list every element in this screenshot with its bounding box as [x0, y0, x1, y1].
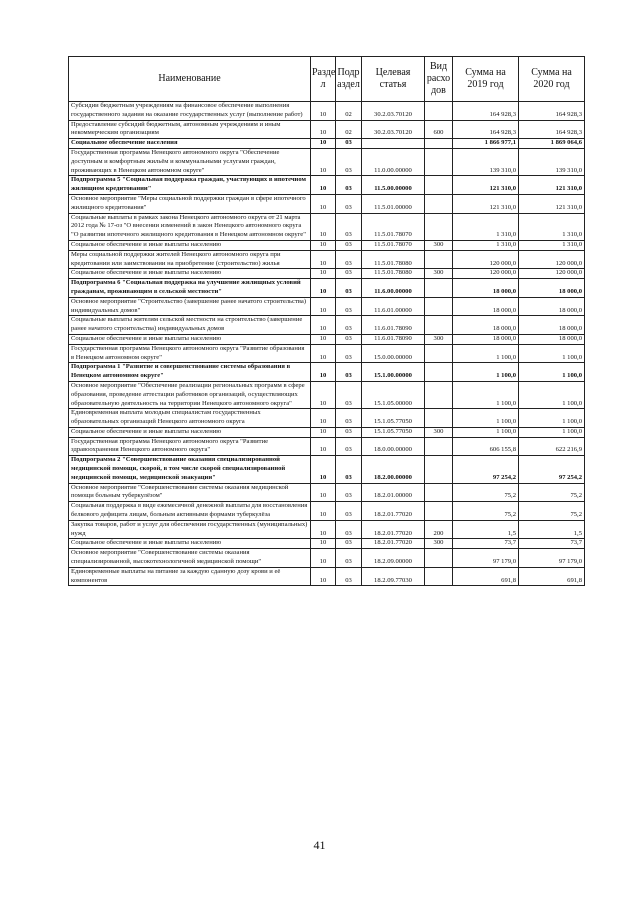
row-sum-2020: 1 100,0 — [519, 363, 585, 382]
row-podrazdel: 03 — [336, 502, 362, 521]
row-sum-2020: 1 100,0 — [519, 427, 585, 437]
row-vid — [425, 316, 453, 335]
row-sum-2020: 164 928,3 — [519, 102, 585, 121]
row-target: 18.2.01.00000 — [362, 483, 425, 502]
row-target: 11.6.01.78090 — [362, 316, 425, 335]
row-sum-2020: 1 100,0 — [519, 409, 585, 428]
row-sum-2019: 120 000,0 — [453, 269, 519, 279]
row-podrazdel: 03 — [336, 297, 362, 316]
row-razdel: 10 — [311, 381, 336, 408]
row-sum-2020: 1 100,0 — [519, 344, 585, 363]
row-name: Меры социальной поддержки жителей Ненецкого автономного округа при кредитовании или заимствовании на приобретение (строительство) жилья — [69, 250, 311, 269]
row-sum-2020: 18 000,0 — [519, 316, 585, 335]
row-name: Закупка товаров, работ и услуг для обеспечения государственных (муниципальных) нужд — [69, 520, 311, 539]
row-target — [362, 139, 425, 149]
row-podrazdel: 03 — [336, 427, 362, 437]
row-razdel: 10 — [311, 483, 336, 502]
row-target: 18.2.01.77020 — [362, 539, 425, 549]
row-sum-2019: 1,5 — [453, 520, 519, 539]
row-name: Основное мероприятие "Совершенствование системы оказания специализированной, высокотехнологичной медицинской помощи" — [69, 549, 311, 568]
row-sum-2020: 75,2 — [519, 483, 585, 502]
row-name: Социальное обеспечение и иные выплаты населению — [69, 334, 311, 344]
row-name: Социальное обеспечение и иные выплаты населению — [69, 269, 311, 279]
table-row — [69, 363, 585, 382]
row-podrazdel: 03 — [336, 316, 362, 335]
table-row — [69, 427, 585, 437]
row-target: 11.6.00.00000 — [362, 279, 425, 298]
row-razdel: 10 — [311, 549, 336, 568]
row-vid — [425, 297, 453, 316]
budget-table — [68, 56, 585, 586]
table-row — [69, 139, 585, 149]
row-podrazdel: 03 — [336, 213, 362, 240]
header-name: Наименование — [69, 57, 311, 102]
row-sum-2020: 97 254,2 — [519, 456, 585, 483]
row-target: 18.2.01.77020 — [362, 520, 425, 539]
row-sum-2020: 1 310,0 — [519, 213, 585, 240]
row-vid — [425, 102, 453, 121]
row-target: 15.1.05.77050 — [362, 409, 425, 428]
row-podrazdel: 03 — [336, 483, 362, 502]
row-sum-2019: 606 155,8 — [453, 437, 519, 456]
row-vid — [425, 437, 453, 456]
row-sum-2019: 164 928,3 — [453, 120, 519, 139]
table-row — [69, 502, 585, 521]
header-vid: Вид расхо дов — [425, 57, 453, 102]
row-name: Подпрограмма 2 "Совершенствование оказания специализированной медицинской помощи, скорой, в том числе скорой специализированной медицинской помощи, медицинской эвакуации" — [69, 456, 311, 483]
row-podrazdel: 03 — [336, 250, 362, 269]
row-razdel: 10 — [311, 120, 336, 139]
row-sum-2019: 1 310,0 — [453, 213, 519, 240]
row-name: Субсидии бюджетным учреждениям на финансовое обеспечение выполнения государственного задания на оказание государственных услуг (выполнение работ) — [69, 102, 311, 121]
table-row — [69, 381, 585, 408]
row-name: Социальные выплаты жителям сельской местности на строительство (завершение ранее начатого строительства) индивидуальных домов — [69, 316, 311, 335]
table-row — [69, 567, 585, 586]
row-razdel: 10 — [311, 334, 336, 344]
row-target: 11.5.01.78080 — [362, 269, 425, 279]
row-sum-2019: 120 000,0 — [453, 250, 519, 269]
row-sum-2019: 18 000,0 — [453, 279, 519, 298]
row-sum-2019: 18 000,0 — [453, 316, 519, 335]
row-sum-2020: 1 310,0 — [519, 240, 585, 250]
row-sum-2020: 18 000,0 — [519, 334, 585, 344]
row-razdel: 10 — [311, 148, 336, 175]
row-sum-2019: 1 866 977,1 — [453, 139, 519, 149]
row-name: Основное мероприятие "Совершенствование системы оказания медицинской помощи больным туберкулёзом" — [69, 483, 311, 502]
row-vid — [425, 483, 453, 502]
row-target: 11.6.01.00000 — [362, 297, 425, 316]
table-row — [69, 334, 585, 344]
row-sum-2019: 1 100,0 — [453, 409, 519, 428]
row-podrazdel: 03 — [336, 240, 362, 250]
row-podrazdel: 03 — [336, 176, 362, 195]
table-row — [69, 539, 585, 549]
row-sum-2020: 164 928,3 — [519, 120, 585, 139]
row-vid — [425, 194, 453, 213]
row-name: Подпрограмма 5 "Социальная поддержка граждан, участвующих в ипотечном жилищном кредитовании" — [69, 176, 311, 195]
row-target: 11.5.01.78070 — [362, 213, 425, 240]
row-vid: 300 — [425, 539, 453, 549]
row-podrazdel: 03 — [336, 539, 362, 549]
row-razdel: 10 — [311, 539, 336, 549]
row-target: 11.6.01.78090 — [362, 334, 425, 344]
row-target: 30.2.03.70120 — [362, 102, 425, 121]
table-header-row — [69, 57, 585, 102]
row-target: 11.5.01.78070 — [362, 240, 425, 250]
row-vid — [425, 148, 453, 175]
row-name: Социальное обеспечение и иные выплаты населению — [69, 240, 311, 250]
table-row — [69, 456, 585, 483]
row-name: Подпрограмма 1 "Развитие и совершенствование системы образования в Ненецком автономном округе" — [69, 363, 311, 382]
row-vid — [425, 456, 453, 483]
row-vid: 200 — [425, 520, 453, 539]
row-sum-2019: 121 310,0 — [453, 176, 519, 195]
row-sum-2019: 164 928,3 — [453, 102, 519, 121]
row-podrazdel: 03 — [336, 269, 362, 279]
row-name: Социальное обеспечение и иные выплаты населению — [69, 427, 311, 437]
row-razdel: 10 — [311, 502, 336, 521]
row-target: 18.2.09.00000 — [362, 549, 425, 568]
table-row — [69, 240, 585, 250]
row-vid — [425, 250, 453, 269]
row-sum-2020: 18 000,0 — [519, 297, 585, 316]
row-name: Единовременная выплата молодым специалистам государственных образовательных организаций Ненецкого автономного округа — [69, 409, 311, 428]
row-sum-2019: 18 000,0 — [453, 334, 519, 344]
row-sum-2020: 1,5 — [519, 520, 585, 539]
row-sum-2020: 18 000,0 — [519, 279, 585, 298]
row-target: 11.0.00.00000 — [362, 148, 425, 175]
row-target: 18.2.00.00000 — [362, 456, 425, 483]
row-podrazdel: 03 — [336, 381, 362, 408]
row-sum-2019: 1 100,0 — [453, 381, 519, 408]
row-podrazdel: 03 — [336, 456, 362, 483]
row-sum-2019: 1 100,0 — [453, 344, 519, 363]
row-razdel: 10 — [311, 437, 336, 456]
row-razdel: 10 — [311, 102, 336, 121]
row-sum-2020: 97 179,0 — [519, 549, 585, 568]
row-target: 18.2.09.77030 — [362, 567, 425, 586]
row-target: 15.0.00.00000 — [362, 344, 425, 363]
row-vid: 600 — [425, 120, 453, 139]
row-name: Основное мероприятие "Обеспечение реализации региональных программ в сфере образования, проведение аттестации работников организаций, осуществляющих образовательную деятельность на территории Ненецкого автономного округа" — [69, 381, 311, 408]
row-vid: 300 — [425, 269, 453, 279]
row-target: 15.1.05.00000 — [362, 381, 425, 408]
row-sum-2019: 1 100,0 — [453, 363, 519, 382]
row-razdel: 10 — [311, 520, 336, 539]
table-row — [69, 213, 585, 240]
table-row — [69, 316, 585, 335]
row-razdel: 10 — [311, 213, 336, 240]
row-sum-2020: 121 310,0 — [519, 194, 585, 213]
row-podrazdel: 03 — [336, 567, 362, 586]
row-podrazdel: 02 — [336, 120, 362, 139]
row-target: 18.2.01.77020 — [362, 502, 425, 521]
row-target: 11.5.01.00000 — [362, 194, 425, 213]
row-razdel: 10 — [311, 427, 336, 437]
row-sum-2019: 75,2 — [453, 502, 519, 521]
row-sum-2019: 97 179,0 — [453, 549, 519, 568]
row-vid: 300 — [425, 334, 453, 344]
row-razdel: 10 — [311, 240, 336, 250]
row-podrazdel: 03 — [336, 139, 362, 149]
row-sum-2020: 121 310,0 — [519, 176, 585, 195]
row-sum-2019: 121 310,0 — [453, 194, 519, 213]
row-podrazdel: 03 — [336, 363, 362, 382]
row-sum-2019: 73,7 — [453, 539, 519, 549]
table-row — [69, 297, 585, 316]
table-row — [69, 409, 585, 428]
header-sum-2019: Сумма на 2019 год — [453, 57, 519, 102]
row-sum-2020: 691,8 — [519, 567, 585, 586]
row-vid — [425, 213, 453, 240]
row-target: 11.5.00.00000 — [362, 176, 425, 195]
table-row — [69, 148, 585, 175]
row-podrazdel: 03 — [336, 194, 362, 213]
row-podrazdel: 03 — [336, 437, 362, 456]
row-vid — [425, 502, 453, 521]
header-sum-2020: Сумма на 2020 год — [519, 57, 585, 102]
table-row — [69, 194, 585, 213]
table-row — [69, 250, 585, 269]
row-razdel: 10 — [311, 139, 336, 149]
row-razdel: 10 — [311, 194, 336, 213]
row-target: 15.1.00.00000 — [362, 363, 425, 382]
row-podrazdel: 03 — [336, 549, 362, 568]
row-razdel: 10 — [311, 250, 336, 269]
row-vid — [425, 344, 453, 363]
row-razdel: 10 — [311, 344, 336, 363]
row-name: Предоставление субсидий бюджетным, автономным учреждениям и иным некоммерческим организациям — [69, 120, 311, 139]
row-vid — [425, 381, 453, 408]
table-row — [69, 102, 585, 121]
row-name: Социальное обеспечение и иные выплаты населению — [69, 539, 311, 549]
row-name: Социальные выплаты в рамках закона Ненецкого автономного округа от 21 марта 2012 года № 17-оз "О внесении изменений в закон Ненецкого автономного округа "О развитии ипотечного жилищного кредитования в Ненецком автономном округе" — [69, 213, 311, 240]
row-name: Государственная программа Ненецкого автономного округа "Обеспечение доступным и комфортным жильём и коммунальными услугами граждан, проживающих в Ненецком автономном округе" — [69, 148, 311, 175]
row-sum-2020: 1 869 064,6 — [519, 139, 585, 149]
row-razdel: 10 — [311, 363, 336, 382]
row-sum-2019: 691,8 — [453, 567, 519, 586]
row-razdel: 10 — [311, 567, 336, 586]
row-razdel: 10 — [311, 316, 336, 335]
row-razdel: 10 — [311, 409, 336, 428]
row-podrazdel: 03 — [336, 334, 362, 344]
row-vid: 300 — [425, 240, 453, 250]
row-name: Социальное обеспечение населения — [69, 139, 311, 149]
header-razdel: Разде л — [311, 57, 336, 102]
row-vid — [425, 549, 453, 568]
row-sum-2019: 75,2 — [453, 483, 519, 502]
row-sum-2020: 120 000,0 — [519, 250, 585, 269]
row-target: 11.5.01.78080 — [362, 250, 425, 269]
row-podrazdel: 03 — [336, 344, 362, 363]
table-row — [69, 279, 585, 298]
row-sum-2019: 139 310,0 — [453, 148, 519, 175]
table-row — [69, 344, 585, 363]
row-name: Государственная программа Ненецкого автономного округа "Развитие образования в Ненецком автономном округе" — [69, 344, 311, 363]
row-target: 15.1.05.77050 — [362, 427, 425, 437]
table-row — [69, 176, 585, 195]
row-vid: 300 — [425, 427, 453, 437]
row-razdel: 10 — [311, 456, 336, 483]
row-razdel: 10 — [311, 297, 336, 316]
table-row — [69, 483, 585, 502]
row-podrazdel: 03 — [336, 520, 362, 539]
row-vid — [425, 176, 453, 195]
row-sum-2020: 120 000,0 — [519, 269, 585, 279]
table-row — [69, 437, 585, 456]
row-sum-2020: 73,7 — [519, 539, 585, 549]
row-vid — [425, 139, 453, 149]
row-sum-2019: 18 000,0 — [453, 297, 519, 316]
table-row — [69, 549, 585, 568]
header-podrazdel: Подр аздел — [336, 57, 362, 102]
row-name: Единовременные выплаты на питание за каждую сданную дозу крови и её компонентов — [69, 567, 311, 586]
row-vid — [425, 363, 453, 382]
row-podrazdel: 03 — [336, 279, 362, 298]
row-razdel: 10 — [311, 269, 336, 279]
row-name: Государственная программа Ненецкого автономного округа "Развитие здравоохранения Ненецкого автономного округа" — [69, 437, 311, 456]
row-razdel: 10 — [311, 176, 336, 195]
row-sum-2020: 1 100,0 — [519, 381, 585, 408]
row-target: 30.2.03.70120 — [362, 120, 425, 139]
row-sum-2020: 75,2 — [519, 502, 585, 521]
row-target: 18.0.00.00000 — [362, 437, 425, 456]
row-vid — [425, 279, 453, 298]
row-sum-2020: 139 310,0 — [519, 148, 585, 175]
row-name: Основное мероприятие "Строительство (завершение ранее начатого строительства) индивидуальных домов" — [69, 297, 311, 316]
row-vid — [425, 409, 453, 428]
row-podrazdel: 03 — [336, 148, 362, 175]
header-target: Целевая статья — [362, 57, 425, 102]
row-name: Социальная поддержка в виде ежемесячной денежной выплаты для восстановления белкового дефицита лицам, больным активными формами туберкулёза — [69, 502, 311, 521]
row-vid — [425, 567, 453, 586]
table-row — [69, 520, 585, 539]
row-name: Подпрограмма 6 "Социальная поддержка на улучшение жилищных условий гражданам, проживающим в сельской местности" — [69, 279, 311, 298]
row-name: Основное мероприятие "Меры социальной поддержки граждан в сфере ипотечного жилищного кредитования" — [69, 194, 311, 213]
table-row — [69, 120, 585, 139]
row-sum-2019: 1 310,0 — [453, 240, 519, 250]
row-sum-2019: 97 254,2 — [453, 456, 519, 483]
page-number: 41 — [313, 838, 326, 852]
row-podrazdel: 02 — [336, 102, 362, 121]
row-sum-2020: 622 216,9 — [519, 437, 585, 456]
row-sum-2019: 1 100,0 — [453, 427, 519, 437]
table-row — [69, 269, 585, 279]
row-podrazdel: 03 — [336, 409, 362, 428]
row-razdel: 10 — [311, 279, 336, 298]
